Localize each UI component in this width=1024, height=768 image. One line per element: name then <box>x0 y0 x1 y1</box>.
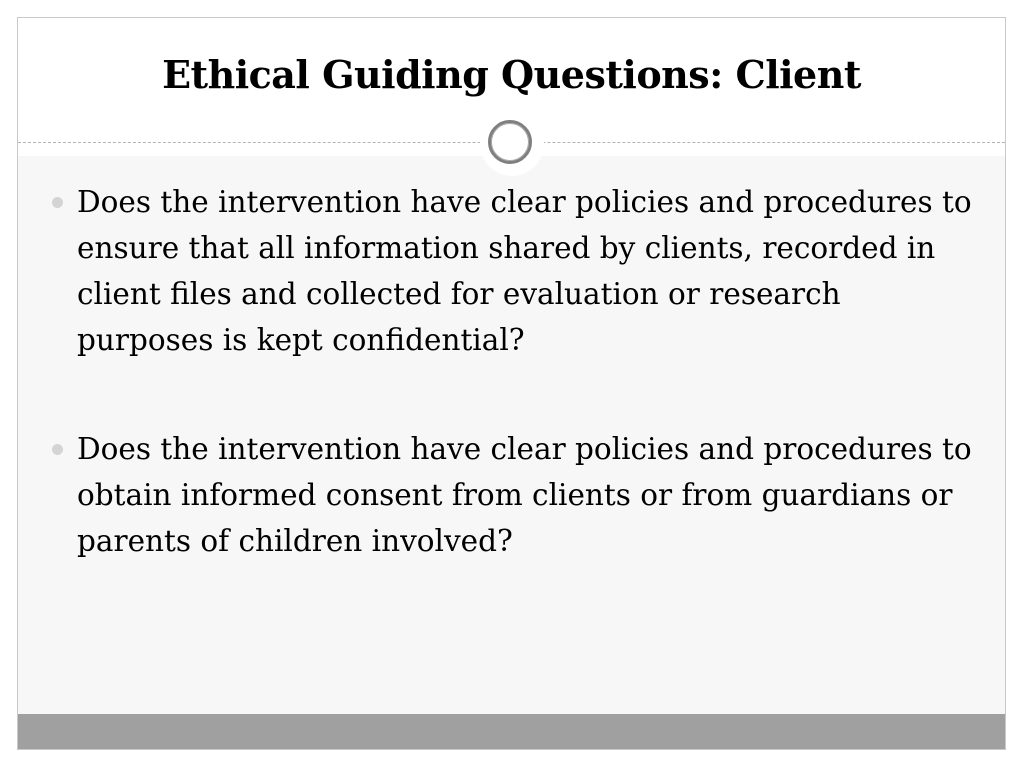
circle-ring-inner-icon <box>491 123 529 161</box>
slide-title: Ethical Guiding Questions: Client <box>162 52 861 97</box>
bullet-list <box>52 179 972 627</box>
bullet-dot-icon <box>52 444 63 455</box>
bullet-dot-icon <box>52 197 63 208</box>
bullet-text: Does the intervention have clear policies and procedures to obtain informed consent from clients or from guardians or parents of children involved? <box>77 432 972 558</box>
bullet-text: Does the intervention have clear policies and procedures to ensure that all information shared by clients, recorded in client files and collected for evaluation or research purposes is kept confidential? <box>77 185 972 357</box>
footer-bar <box>18 714 1005 749</box>
bullet-item <box>52 179 972 363</box>
bullet-item <box>52 426 972 564</box>
slide <box>17 17 1006 750</box>
